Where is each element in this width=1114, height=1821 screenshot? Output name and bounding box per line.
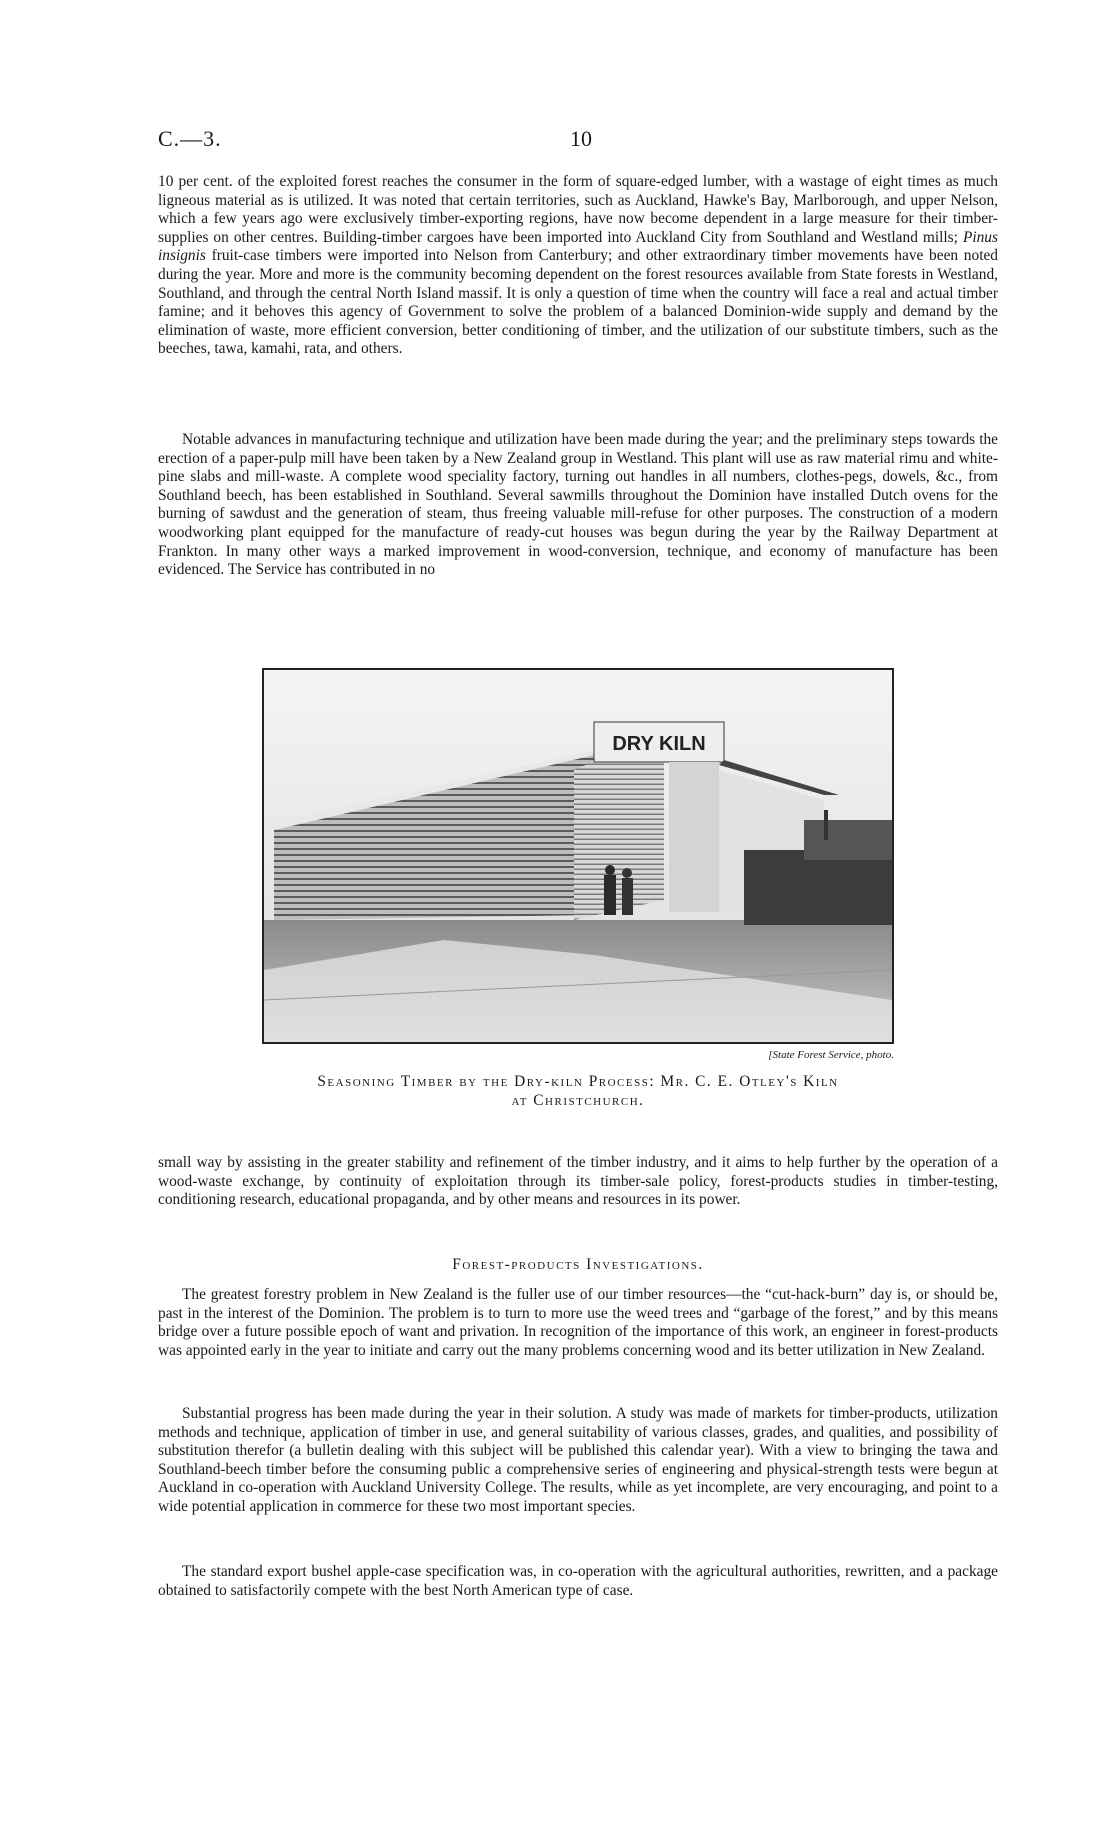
page-number: 10	[570, 126, 592, 151]
dry-kiln-sign: DRY KILN	[612, 733, 706, 755]
section-heading-forest-products: Forest-products Investigations.	[452, 1256, 704, 1273]
paragraph-substantial-progress: Substantial progress has been made during the year in their solution. A study was made of markets for timber-products, utilization methods and technique, application of timber in use, and general suitability of various classes, grades, and qualities, and possibility of substitution therefor (a bulletin dealing with this subject will be published this calendar year). With a view to bringing the tawa and Southland-beech timber before the consuming public a comprehensive series of engineering and physical-strength tests were begun at Auckland in co-operation with Auckland University College. The results, while as yet incomplete, are very encouraging, and point to a wide potential application in commerce for these two most important species.	[158, 1405, 998, 1515]
figure-caption-line-2: at Christchurch.	[511, 1092, 645, 1109]
photo-credit: [State Forest Service, photo.	[768, 1049, 894, 1061]
figure-caption-line-1: Seasoning Timber by the Dry-kiln Process: Mr. C. E. Otley's Kiln	[317, 1073, 839, 1090]
document-reference: C.—3.	[158, 126, 222, 151]
paragraph-apple-case: The standard export bushel apple-case specification was, in co-operation with the agricultural authorities, rewritten, and a package obtained to satisfactorily compete with the best North American type of case.	[158, 1563, 998, 1599]
paragraph-forestry-problem: The greatest forestry problem in New Zealand is the fuller use of our timber resources—the “cut-hack-burn” day is, or should be, past in the interest of the Dominion. The problem is to turn to more use the weed trees and “garbage of the forest,” and by this means bridge over a future possible epoch of want and privation. In recognition of the importance of this work, an engineer in forest-products was appointed early in the year to initiate and carry out the many problems concerning wood and its better utilization in New Zealand.	[158, 1286, 998, 1359]
paragraph-manufacturing-advances: Notable advances in manufacturing technique and utilization have been made during the year; and the preliminary steps towards the erection of a paper-pulp mill have been taken by a New Zealand group in Westland. This plant will use as raw material rimu and white-pine slabs and mill-waste. A complete wood speciality factory, turning out handles in all numbers, clothes-pegs, dowels, &c., from Southland beech, has been established in Southland. Several sawmills throughout the Dominion have installed Dutch ovens for the burning of sawdust and the generation of steam, thus freeing valuable mill-refuse for other purposes. The construction of a modern woodworking plant equipped for the manufacture of ready-cut houses was begun during the year by the Railway Department at Frankton. In many other ways a marked improvement in wood-conversion, technique, and economy of manufacture has been evidenced. The Service has contributed in no	[158, 431, 998, 579]
page-header	[158, 126, 998, 156]
species-name: Pinus insignis	[158, 228, 998, 265]
paragraph-waste-and-supply: 10 per cent. of the exploited forest reaches the consumer in the form of square-edged lumber, with a wastage of eight times as much ligneous material as is utilized. It was noted that certain territories, such as Auckland, Hawke's Bay, Marlborough, and upper Nelson, which a few years ago were exclusively timber-exporting regions, have now become dependent in a large measure for their timber-supplies on other centres. Building-timber cargoes have been imported into Auckland City from Southland and Westland mills; Pinus insignis fruit-case timbers were imported into Nelson from Canterbury; and other extraordinary timber movements have been noted during the year. More and more is the community becoming dependent on the forest resources available from State forests in Westland, Southland, and through the central North Island massif. It is only a question of time when the country will face a real and actual timber famine; and it behoves this agency of Government to solve the problem of a balanced Dominion-wide supply and demand by the elimination of waste, more efficient conversion, better conditioning of timber, and the utilization of our substitute timbers, such as the beeches, tawa, kamahi, rata, and others.	[158, 173, 998, 358]
dry-kiln-photograph	[262, 668, 894, 1044]
paragraph-service-contribution: small way by assisting in the greater stability and refinement of the timber industry, and it aims to help further by the operation of a wood-waste exchange, by continuity of exploitation through its timber-sale policy, forest-products studies in timber-testing, conditioning research, educational propaganda, and by other means and resources in its power.	[158, 1154, 998, 1209]
